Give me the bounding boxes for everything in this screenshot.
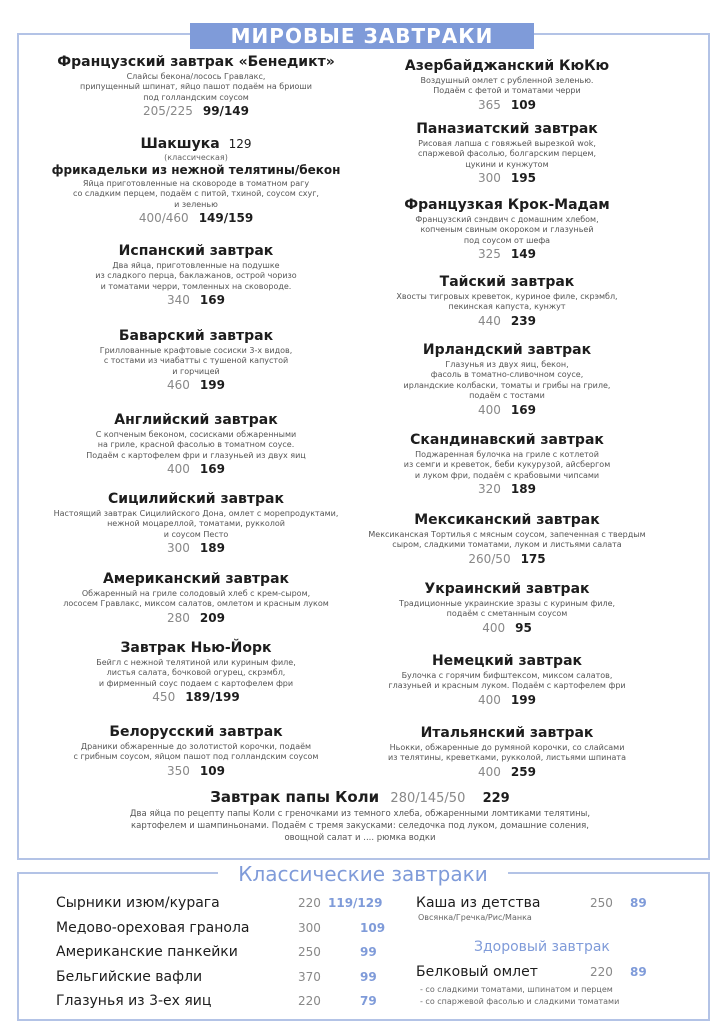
dish-item bbox=[342, 121, 672, 186]
dish-price: 149/159 bbox=[198, 211, 254, 226]
dish-name: Белорусский завтрак bbox=[109, 724, 283, 740]
dish-weight: 400/460 bbox=[138, 211, 189, 226]
dish-item bbox=[342, 432, 672, 497]
dish-description: Яйца приготовленные на сковороде в томатном рагу со сладким перцем, подаём с питой, тхиной, соусом схуг, и зеленью bbox=[73, 179, 319, 209]
classic-breakfasts-title: Классические завтраки bbox=[218, 862, 508, 886]
dish-price: 99 bbox=[360, 969, 377, 984]
classic-dish-row bbox=[56, 895, 386, 913]
dish-name: Американские панкейки bbox=[56, 944, 238, 960]
dish-weight: 370 bbox=[298, 969, 321, 984]
dish-item bbox=[342, 342, 672, 418]
dish-item bbox=[31, 640, 361, 705]
dish-name: Шакшука bbox=[140, 136, 220, 152]
dish-name: Сырники изюм/курага bbox=[56, 895, 220, 911]
dish-name: Украинский завтрак bbox=[424, 581, 590, 597]
dish-description: Слайсы бекона/лосось Гравлакс, припущенный шпинат, яйцо пашот подаём на бриоши под голландским соусом bbox=[80, 72, 312, 102]
dish-name: Медово-ореховая гранола bbox=[56, 919, 250, 936]
dish-price: 209 bbox=[199, 610, 225, 625]
dish-name: Белковый омлет bbox=[416, 964, 538, 980]
dish-name: Каша из детства bbox=[416, 895, 541, 911]
dish-weight: 260/50 bbox=[468, 551, 511, 566]
dish-item bbox=[342, 274, 672, 329]
dish-weight: 340 bbox=[167, 293, 190, 308]
dish-description: Рисовая лапша с говяжьей вырезкой wok, спаржевой фасолью, болгарским перцем, цукини и кунжутом bbox=[417, 139, 597, 169]
dish-name: Французкая Крок-Мадам bbox=[404, 197, 610, 213]
dish-protein-omelet bbox=[416, 964, 696, 982]
dish-weight: 250 bbox=[298, 945, 321, 959]
dish-price: 195 bbox=[510, 171, 536, 186]
dish-item bbox=[31, 412, 361, 477]
dish-description: Два яйца по рецепту папы Коли с греночками из темного хлеба, обжаренными ломтиками телятины, картофелем и шампиньонами. Подаём с тремя закусками: селедочка под луком, домашние соления, овощной салат и .... рюмка водки bbox=[129, 809, 591, 843]
dish-name: Бельгийские вафли bbox=[56, 968, 203, 985]
dish-price: 169 bbox=[510, 402, 536, 417]
classic-dish-row bbox=[56, 969, 386, 987]
dish-description: С копченым беконом, сосисками обжаренными на гриле, красной фасолью в томатном соусе. Подаём с картофелем фри и глазуньей из двух яиц bbox=[86, 430, 306, 460]
dish-weight: 400 bbox=[478, 764, 501, 779]
dish-price: 109 bbox=[510, 97, 536, 112]
dish-item bbox=[342, 58, 672, 113]
dish-item bbox=[342, 512, 672, 567]
dish-name: Итальянский завтрак bbox=[420, 725, 594, 741]
dish-weight: 220 bbox=[590, 965, 613, 979]
dish-weight: 350 bbox=[167, 763, 190, 778]
dish-price: 79 bbox=[360, 994, 377, 1008]
dish-item bbox=[31, 491, 361, 556]
dish-price: 259 bbox=[510, 764, 536, 779]
dish-papa-koli bbox=[60, 789, 660, 844]
dish-weight: 400 bbox=[478, 402, 501, 417]
dish-subtitle: (классическая) bbox=[164, 153, 228, 162]
dish-name: Французский завтрак «Бенедикт» bbox=[57, 54, 335, 70]
dish-price: 99 bbox=[360, 945, 377, 959]
dish-item bbox=[342, 653, 672, 708]
dish-porridge bbox=[416, 895, 696, 913]
dish-description: Гриллованные крафтовые сосиски 3-х видов, с тостами из чиабатты с тушеной капустой и горчицей bbox=[99, 346, 293, 376]
dish-description: Два яйца, приготовленные на подушке из сладкого перца, баклажанов, острой чоризо и томатами черри, томленных на сковороде. bbox=[95, 261, 297, 291]
dish-name: Английский завтрак bbox=[114, 412, 278, 428]
dish-name: Скандинавский завтрак bbox=[410, 432, 604, 448]
dish-name: Американский завтрак bbox=[102, 571, 290, 587]
dish-item bbox=[31, 54, 361, 119]
dish-inline-price: 129 bbox=[228, 137, 252, 151]
dish-weight: 325 bbox=[478, 247, 501, 262]
dish-weight: 440 bbox=[478, 313, 501, 328]
dish-price: 119/129 bbox=[328, 896, 383, 910]
dish-weight: 205/225 bbox=[143, 104, 193, 119]
dish-description: Глазунья из двух яиц, бекон, фасоль в томатно-сливочном соусе, ирландские колбаски, томаты и грибы на гриле, подаём с тостами bbox=[403, 360, 611, 401]
dish-description: Хвосты тигровых креветок, куриное филе, скрэмбл, пекинская капуста, кунжут bbox=[396, 292, 618, 312]
dish-description: Ньокки, обжаренные до румяной корочки, со слайсами из телятины, креветками, рукколой, листьями шпината bbox=[388, 743, 626, 763]
dish-price: 149 bbox=[510, 247, 536, 262]
dish-price: 199 bbox=[199, 378, 225, 393]
dish-description: Настоящий завтрак Сицилийского Дона, омлет с морепродуктами, нежной моцареллой, томатами, рукколой и соусом Песто bbox=[53, 509, 339, 539]
dish-price: 189/199 bbox=[185, 690, 240, 705]
dish-item bbox=[31, 571, 361, 626]
dish-weight: 220 bbox=[298, 994, 321, 1008]
dish-item bbox=[342, 197, 672, 262]
dish-name: Завтрак Нью-Йорк bbox=[120, 640, 272, 656]
dish-item bbox=[31, 724, 361, 779]
dish-weight: 300 bbox=[478, 171, 501, 186]
dish-description: Булочка с горячим бифштексом, миксом салатов, глазуньей и красным луком. Подаём с картофелем фри bbox=[388, 671, 626, 691]
dish-price: 89 bbox=[630, 965, 647, 979]
dish-price: 175 bbox=[520, 551, 546, 566]
dish-item bbox=[31, 136, 361, 226]
dish-price: 89 bbox=[630, 896, 647, 910]
dish-weight: 300 bbox=[298, 920, 321, 935]
dish-price: 229 bbox=[482, 791, 510, 806]
dish-weight: 450 bbox=[152, 690, 176, 705]
classic-dish-row bbox=[56, 944, 386, 962]
dish-name: Мексиканский завтрак bbox=[414, 512, 600, 528]
dish-weight: 400 bbox=[478, 692, 501, 707]
omelet-option: - со спаржевой фасолью и сладкими томатами bbox=[420, 997, 620, 1006]
dish-price: 169 bbox=[199, 462, 225, 477]
dish-name: Баварский завтрак bbox=[118, 328, 274, 344]
dish-name: Азербайджанский КюКю bbox=[404, 58, 610, 74]
dish-description: Воздушный омлет с рубленной зеленью. Подаём с фетой и томатами черри bbox=[420, 76, 594, 96]
healthy-breakfast-title: Здоровый завтрак bbox=[474, 939, 610, 955]
dish-name: Сицилийский завтрак bbox=[108, 491, 284, 507]
dish-description: Традиционные украинские зразы с куриным филе, подаём с сметанным соусом bbox=[398, 599, 616, 619]
dish-item bbox=[31, 243, 361, 308]
dish-price: 169 bbox=[199, 293, 225, 308]
dish-item bbox=[342, 725, 672, 780]
dish-weight: 320 bbox=[478, 482, 501, 497]
dish-price: 239 bbox=[510, 313, 536, 328]
classic-dish-row bbox=[56, 920, 386, 938]
dish-weight: 280 bbox=[167, 610, 190, 625]
dish-name: Завтрак папы Коли bbox=[210, 788, 380, 806]
dish-item bbox=[31, 328, 361, 393]
dish-name: Паназиатский завтрак bbox=[416, 121, 598, 137]
classic-dish-row bbox=[56, 993, 386, 1011]
dish-name: Глазунья из 3-ех яиц bbox=[56, 993, 212, 1009]
dish-item bbox=[342, 581, 672, 636]
dish-weight: 400 bbox=[167, 462, 190, 477]
dish-price: 109 bbox=[360, 920, 386, 935]
omelet-option: - со сладкими томатами, шпинатом и перцем bbox=[420, 985, 613, 994]
dish-weight: 280/145/50 bbox=[390, 791, 466, 806]
porridge-options: Овсянка/Гречка/Рис/Манка bbox=[418, 913, 532, 922]
dish-price: 95 bbox=[515, 620, 532, 635]
dish-price: 199 bbox=[510, 692, 536, 707]
dish-description: Поджаренная булочка на гриле с котлетой из семги и креветок, беби кукурузой, айсбергом и луком фри, подаём с крабовыми чипсами bbox=[403, 450, 611, 480]
dish-description: Обжаренный на гриле солодовый хлеб с крем-сыром, лососем Гравлакс, миксом салатов, омлетом и красным луком bbox=[63, 589, 329, 609]
dish-description: Мексиканская Тортилья с мясным соусом, запеченная с твердым сыром, сладкими томатами, луком и листьями салата bbox=[368, 530, 646, 550]
dish-weight: 220 bbox=[298, 896, 321, 910]
dish-price: 99/149 bbox=[202, 104, 249, 119]
world-breakfasts-title: МИРОВЫЕ ЗАВТРАКИ bbox=[190, 23, 534, 49]
dish-weight: 400 bbox=[482, 620, 506, 635]
dish-weight: 460 bbox=[167, 378, 190, 393]
dish-variant: фрикадельки из нежной телятины/бекон bbox=[51, 163, 341, 177]
dish-name: Ирландский завтрак bbox=[422, 342, 592, 358]
dish-price: 109 bbox=[199, 763, 225, 778]
dish-price: 189 bbox=[199, 541, 225, 556]
dish-price: 189 bbox=[510, 482, 536, 497]
dish-description: Бейгл с нежной телятиной или куриным филе, листья салата, бочковой огурец, скрэмбл, и фирменный соус подаем с картофелем фри bbox=[96, 658, 296, 688]
dish-description: Драники обжаренные до золотистой корочки, подаём с грибным соусом, яйцом пашот под голландским соусом bbox=[73, 742, 319, 762]
dish-name: Тайский завтрак bbox=[439, 274, 575, 290]
dish-weight: 250 bbox=[590, 896, 613, 910]
dish-name: Испанский завтрак bbox=[118, 243, 274, 259]
dish-description: Французский сэндвич с домашним хлебом, копченым свиным окороком и глазуньей под соусом от шефа bbox=[415, 215, 599, 245]
dish-name: Немецкий завтрак bbox=[431, 653, 583, 669]
dish-weight: 300 bbox=[167, 541, 190, 556]
dish-weight: 365 bbox=[478, 97, 501, 112]
